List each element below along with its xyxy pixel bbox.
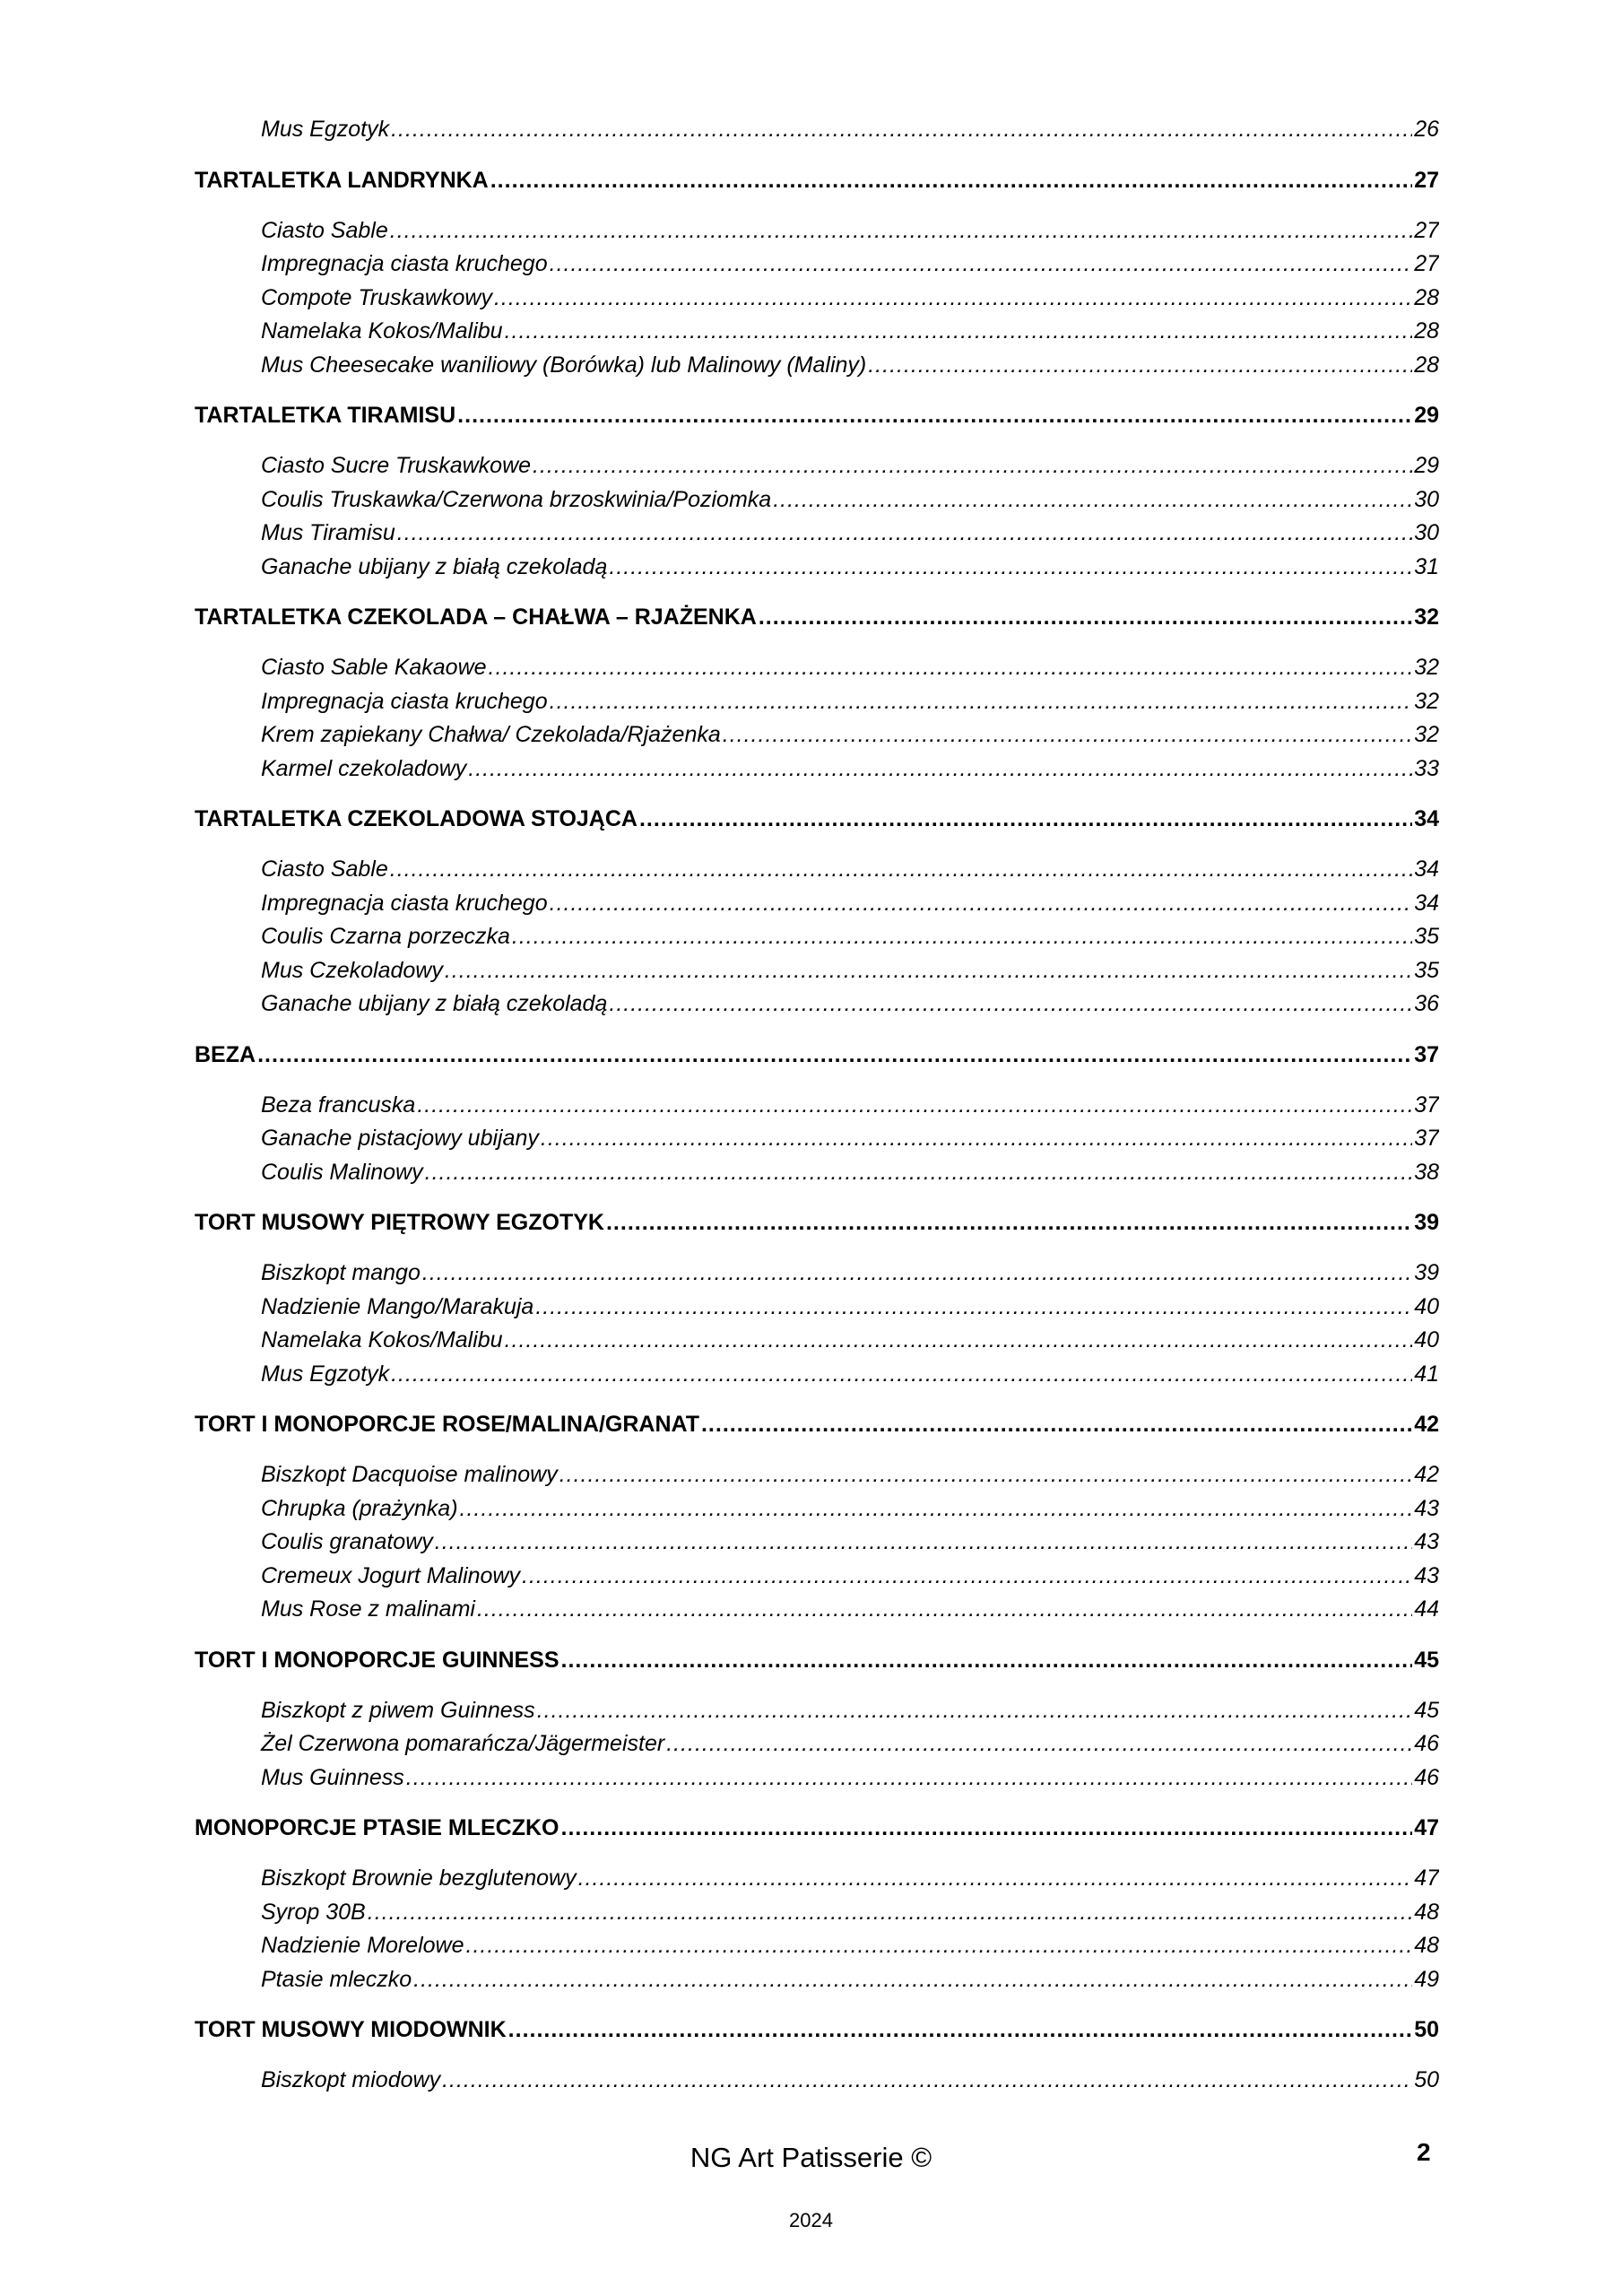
dot-leader [442,2064,1412,2098]
toc-entry-title: Compote Truskawkowy [261,284,492,310]
toc-page-number: 29 [1414,403,1439,428]
dot-leader [773,483,1412,517]
toc-entry-title: MONOPORCJE PTASIE MLECZKO [195,1815,559,1840]
toc-entry-title: Ganache pistacjowy ubijany [261,1126,539,1151]
toc-entry-title: Beza francuska [261,1091,416,1118]
dot-leader [508,2013,1413,2047]
toc-page-number: 44 [1414,1596,1439,1622]
footer-page-number: 2 [1417,2138,1431,2166]
toc-entry-title: Biszkopt Dacquoise malinowy [261,1462,558,1487]
toc-page-number: 46 [1414,1764,1439,1790]
dot-leader [550,248,1413,282]
toc-page-number: 38 [1414,1159,1439,1185]
dot-leader [391,113,1412,147]
toc-subentry[interactable] [195,651,1439,685]
toc-entry-title: Impregnacja ciasta kruchego [261,251,548,276]
toc-subentry[interactable] [195,1761,1439,1796]
toc-entry-title: TORT MUSOWY PIĘTROWY EGZOTYK [195,1210,604,1235]
toc-page-number: 29 [1414,453,1439,478]
toc-page-number: 27 [1414,217,1439,243]
toc-entry-title: Chrupka (prażynka) [261,1495,458,1521]
toc-subentry[interactable] [195,1291,1439,1325]
dot-leader [578,1862,1413,1896]
toc-subentry[interactable] [195,920,1439,954]
toc-section-heading[interactable] [195,1644,1439,1677]
toc-page-number: 27 [1414,251,1439,276]
dot-leader [391,1358,1412,1392]
toc-page-number: 45 [1414,1647,1439,1673]
toc-subentry[interactable] [195,1963,1439,1997]
toc-entry-title: TARTALETKA CZEKOLADOWA STOJĄCA [195,806,638,831]
dot-leader [759,601,1412,634]
dot-leader [466,1929,1413,1963]
toc-page-number: 41 [1414,1361,1439,1387]
toc-entry-title: Nadzienie Morelowe [261,1933,464,1958]
toc-entry-title: TORT I MONOPORCJE GUINNESS [195,1647,559,1673]
toc-entry-title: Żel Czerwona pomarańcza/Jägermeister [261,1731,665,1756]
toc-page-number: 47 [1414,1815,1439,1840]
toc-subentry[interactable] [195,1560,1439,1594]
toc-subentry[interactable] [195,1122,1439,1156]
toc-page-number: 37 [1414,1126,1439,1151]
toc-entry-title: Cremeux Jogurt Malinowy [261,1562,520,1588]
toc-subentry[interactable] [195,1089,1439,1123]
toc-subentry[interactable] [195,349,1439,383]
toc-page-number: 48 [1414,1899,1439,1925]
toc-entry-title: TORT I MONOPORCJE ROSE/MALINA/GRANAT [195,1412,699,1437]
toc-page-number: 47 [1414,1866,1439,1891]
toc-entry-title: Namelaka Kokos/Malibu [261,1327,503,1352]
toc-entry-title: Biszkopt z piwem Guinness [261,1697,535,1723]
dot-leader [435,1526,1412,1560]
toc-page-number: 28 [1414,284,1439,310]
toc-page-number: 46 [1414,1731,1439,1756]
toc-page-number: 27 [1414,167,1439,193]
toc-section-heading[interactable] [195,1039,1439,1072]
toc-page-number: 50 [1414,2017,1439,2042]
toc-section-heading[interactable] [195,803,1439,836]
toc-page-number: 48 [1414,1933,1439,1958]
toc-page-number: 35 [1414,957,1439,983]
toc-entry-title: Mus Guinness [261,1764,404,1790]
dot-leader [505,315,1413,349]
toc-subentry[interactable] [195,1492,1439,1526]
dot-leader [639,803,1412,836]
toc-entry-title: Coulis Czarna porzeczka [261,924,510,949]
toc-entry-title: Mus Tiramisu [261,520,395,545]
toc-subentry[interactable] [195,282,1439,316]
toc-entry-title: Ciasto Sable Kakaowe [261,655,487,680]
toc-page-number: 49 [1414,1966,1439,1992]
toc-section-heading[interactable] [195,2013,1439,2047]
toc-page-number: 26 [1414,117,1439,142]
toc-section-heading[interactable] [195,164,1439,197]
toc-entry-title: Biszkopt mango [261,1260,421,1285]
dot-leader [512,920,1412,954]
toc-entry-title: Krem zapiekany Chałwa/ Czekolada/Rjażenka [261,722,721,747]
footer-year: 2024 [789,2209,833,2231]
toc-page-number: 30 [1414,520,1439,545]
toc-subentry[interactable] [195,1593,1439,1627]
dot-leader [868,349,1412,383]
toc-subentry[interactable] [195,1257,1439,1291]
toc-page-number: 37 [1414,1041,1439,1067]
dot-leader [425,1156,1413,1190]
toc-subentry[interactable] [195,449,1439,483]
toc-entry-title: Coulis Truskawka/Czerwona brzoskwinia/Poziomka [261,486,772,512]
toc-subentry[interactable] [195,718,1439,752]
toc-page-number: 37 [1414,1091,1439,1118]
toc-page-number: 32 [1414,688,1439,714]
toc-page-number: 43 [1414,1495,1439,1521]
toc-entry-title: Mus Egzotyk [261,1361,390,1387]
toc-subentry[interactable] [195,954,1439,988]
dot-leader [535,1291,1412,1325]
dot-leader [489,651,1413,685]
toc-subentry[interactable] [195,1526,1439,1560]
dot-leader [477,1593,1412,1627]
toc-page-number: 32 [1414,722,1439,747]
dot-leader [257,1039,1412,1072]
dot-leader [701,1408,1412,1441]
dot-leader [533,449,1412,483]
toc-entry-title: Nadzienie Mango/Marakuja [261,1293,534,1319]
toc-entry-title: Mus Rose z malinami [261,1596,475,1622]
toc-section-heading[interactable] [195,1206,1439,1239]
toc-subentry[interactable] [195,2064,1439,2098]
dot-leader [606,1206,1412,1239]
toc-page-number: 40 [1414,1293,1439,1319]
toc-subentry[interactable] [195,517,1439,551]
toc-subentry[interactable] [195,887,1439,921]
toc-subentry[interactable] [195,752,1439,787]
toc-entry-title: Coulis granatowy [261,1529,433,1554]
toc-section-heading[interactable] [195,601,1439,634]
toc-entry-title: Impregnacja ciasta kruchego [261,890,548,916]
toc-entry-title: Mus Czekoladowy [261,957,443,983]
toc-subentry[interactable] [195,1458,1439,1492]
toc-entry-title: Ganache ubijany z białą czekoladą [261,991,608,1016]
toc-subentry[interactable] [195,1727,1439,1761]
dot-leader [550,887,1413,921]
toc-page-number: 34 [1414,806,1439,831]
toc-section-heading[interactable] [195,1408,1439,1441]
dot-leader [445,954,1412,988]
dot-leader [561,1812,1413,1845]
toc-subentry[interactable] [195,1156,1439,1190]
dot-leader [490,164,1412,197]
toc-page-number: 45 [1414,1697,1439,1723]
toc-subentry[interactable] [195,214,1439,248]
dot-leader [413,1963,1412,1997]
toc-entry-title: Impregnacja ciasta kruchego [261,688,548,714]
toc-page-number: 42 [1414,1412,1439,1437]
toc-subentry[interactable] [195,315,1439,349]
toc-subentry[interactable] [195,1896,1439,1930]
dot-leader [522,1560,1412,1594]
toc-entry-title: Ptasie mleczko [261,1966,412,1992]
dot-leader [468,752,1412,787]
toc-entry-title: TARTALETKA TIRAMISU [195,403,456,428]
toc-subentry[interactable] [195,1358,1439,1392]
toc-subentry[interactable] [195,987,1439,1022]
toc-entry-title: BEZA [195,1041,256,1067]
dot-leader [494,282,1412,316]
toc-page-number: 39 [1414,1210,1439,1235]
dot-leader [609,551,1412,585]
dot-leader [609,987,1412,1022]
toc-subentry[interactable] [195,113,1439,147]
toc-page-number: 32 [1414,655,1439,680]
footer-brand: NG Art Patisserie © [690,2142,932,2173]
dot-leader [457,399,1412,432]
dot-leader [723,718,1412,752]
dot-leader [537,1694,1413,1728]
toc-entry-title: Ciasto Sable [261,217,388,243]
toc-page-number: 42 [1414,1462,1439,1487]
toc-page-number: 40 [1414,1327,1439,1352]
toc-entry-title: Syrop 30B [261,1899,366,1925]
toc-page-number: 28 [1414,318,1439,344]
toc-entry-title: Ciasto Sable [261,857,388,882]
toc-entry-title: Mus Egzotyk [261,117,390,142]
dot-leader [390,214,1412,248]
toc-entry-title: Ciasto Sucre Truskawkowe [261,453,532,478]
toc-page-number: 34 [1414,857,1439,882]
toc-subentry[interactable] [195,685,1439,719]
dot-leader [390,853,1412,887]
toc-entry-title: TARTALETKA LANDRYNKA [195,167,489,193]
toc-entry-title: TARTALETKA CZEKOLADA – CHAŁWA – RJAŻENKA [195,604,757,630]
dot-leader [550,685,1413,719]
dot-leader [541,1122,1412,1156]
toc-subentry[interactable] [195,551,1439,585]
toc-subentry[interactable] [195,1862,1439,1896]
toc-subentry[interactable] [195,483,1439,517]
toc-section-heading[interactable] [195,1812,1439,1845]
toc-entry-title: Coulis Malinowy [261,1159,423,1185]
toc-section-heading[interactable] [195,399,1439,432]
toc-entry-title: TORT MUSOWY MIODOWNIK [195,2017,507,2042]
toc-entry-title: Mus Cheesecake waniliowy (Borówka) lub Malinowy (Maliny) [261,352,867,378]
toc-entry-title: Namelaka Kokos/Malibu [261,318,503,344]
toc-entry-title: Karmel czekoladowy [261,755,467,781]
toc-subentry[interactable] [195,248,1439,282]
table-of-contents [195,113,1439,2098]
dot-leader [417,1089,1412,1123]
toc-page-number: 43 [1414,1562,1439,1588]
toc-subentry[interactable] [195,853,1439,887]
toc-page-number: 33 [1414,755,1439,781]
dot-leader [397,517,1412,551]
toc-page-number: 32 [1414,604,1439,630]
toc-subentry[interactable] [195,1324,1439,1358]
dot-leader [505,1324,1413,1358]
dot-leader [422,1257,1412,1291]
dot-leader [406,1761,1412,1796]
toc-entry-title: Biszkopt miodowy [261,2067,441,2092]
toc-subentry[interactable] [195,1694,1439,1728]
dot-leader [559,1458,1412,1492]
dot-leader [666,1727,1412,1761]
toc-page-number: 34 [1414,890,1439,916]
toc-page-number: 30 [1414,486,1439,512]
toc-subentry[interactable] [195,1929,1439,1963]
toc-page-number: 50 [1414,2067,1439,2092]
toc-entry-title: Biszkopt Brownie bezglutenowy [261,1866,577,1891]
dot-leader [368,1896,1412,1930]
toc-page-number: 39 [1414,1260,1439,1285]
toc-page-number: 43 [1414,1529,1439,1554]
dot-leader [561,1644,1413,1677]
toc-page-number: 31 [1414,553,1439,579]
toc-page-number: 35 [1414,924,1439,949]
toc-page-number: 36 [1414,991,1439,1016]
toc-page-number: 28 [1414,352,1439,378]
toc-entry-title: Ganache ubijany z białą czekoladą [261,553,608,579]
dot-leader [460,1492,1413,1526]
